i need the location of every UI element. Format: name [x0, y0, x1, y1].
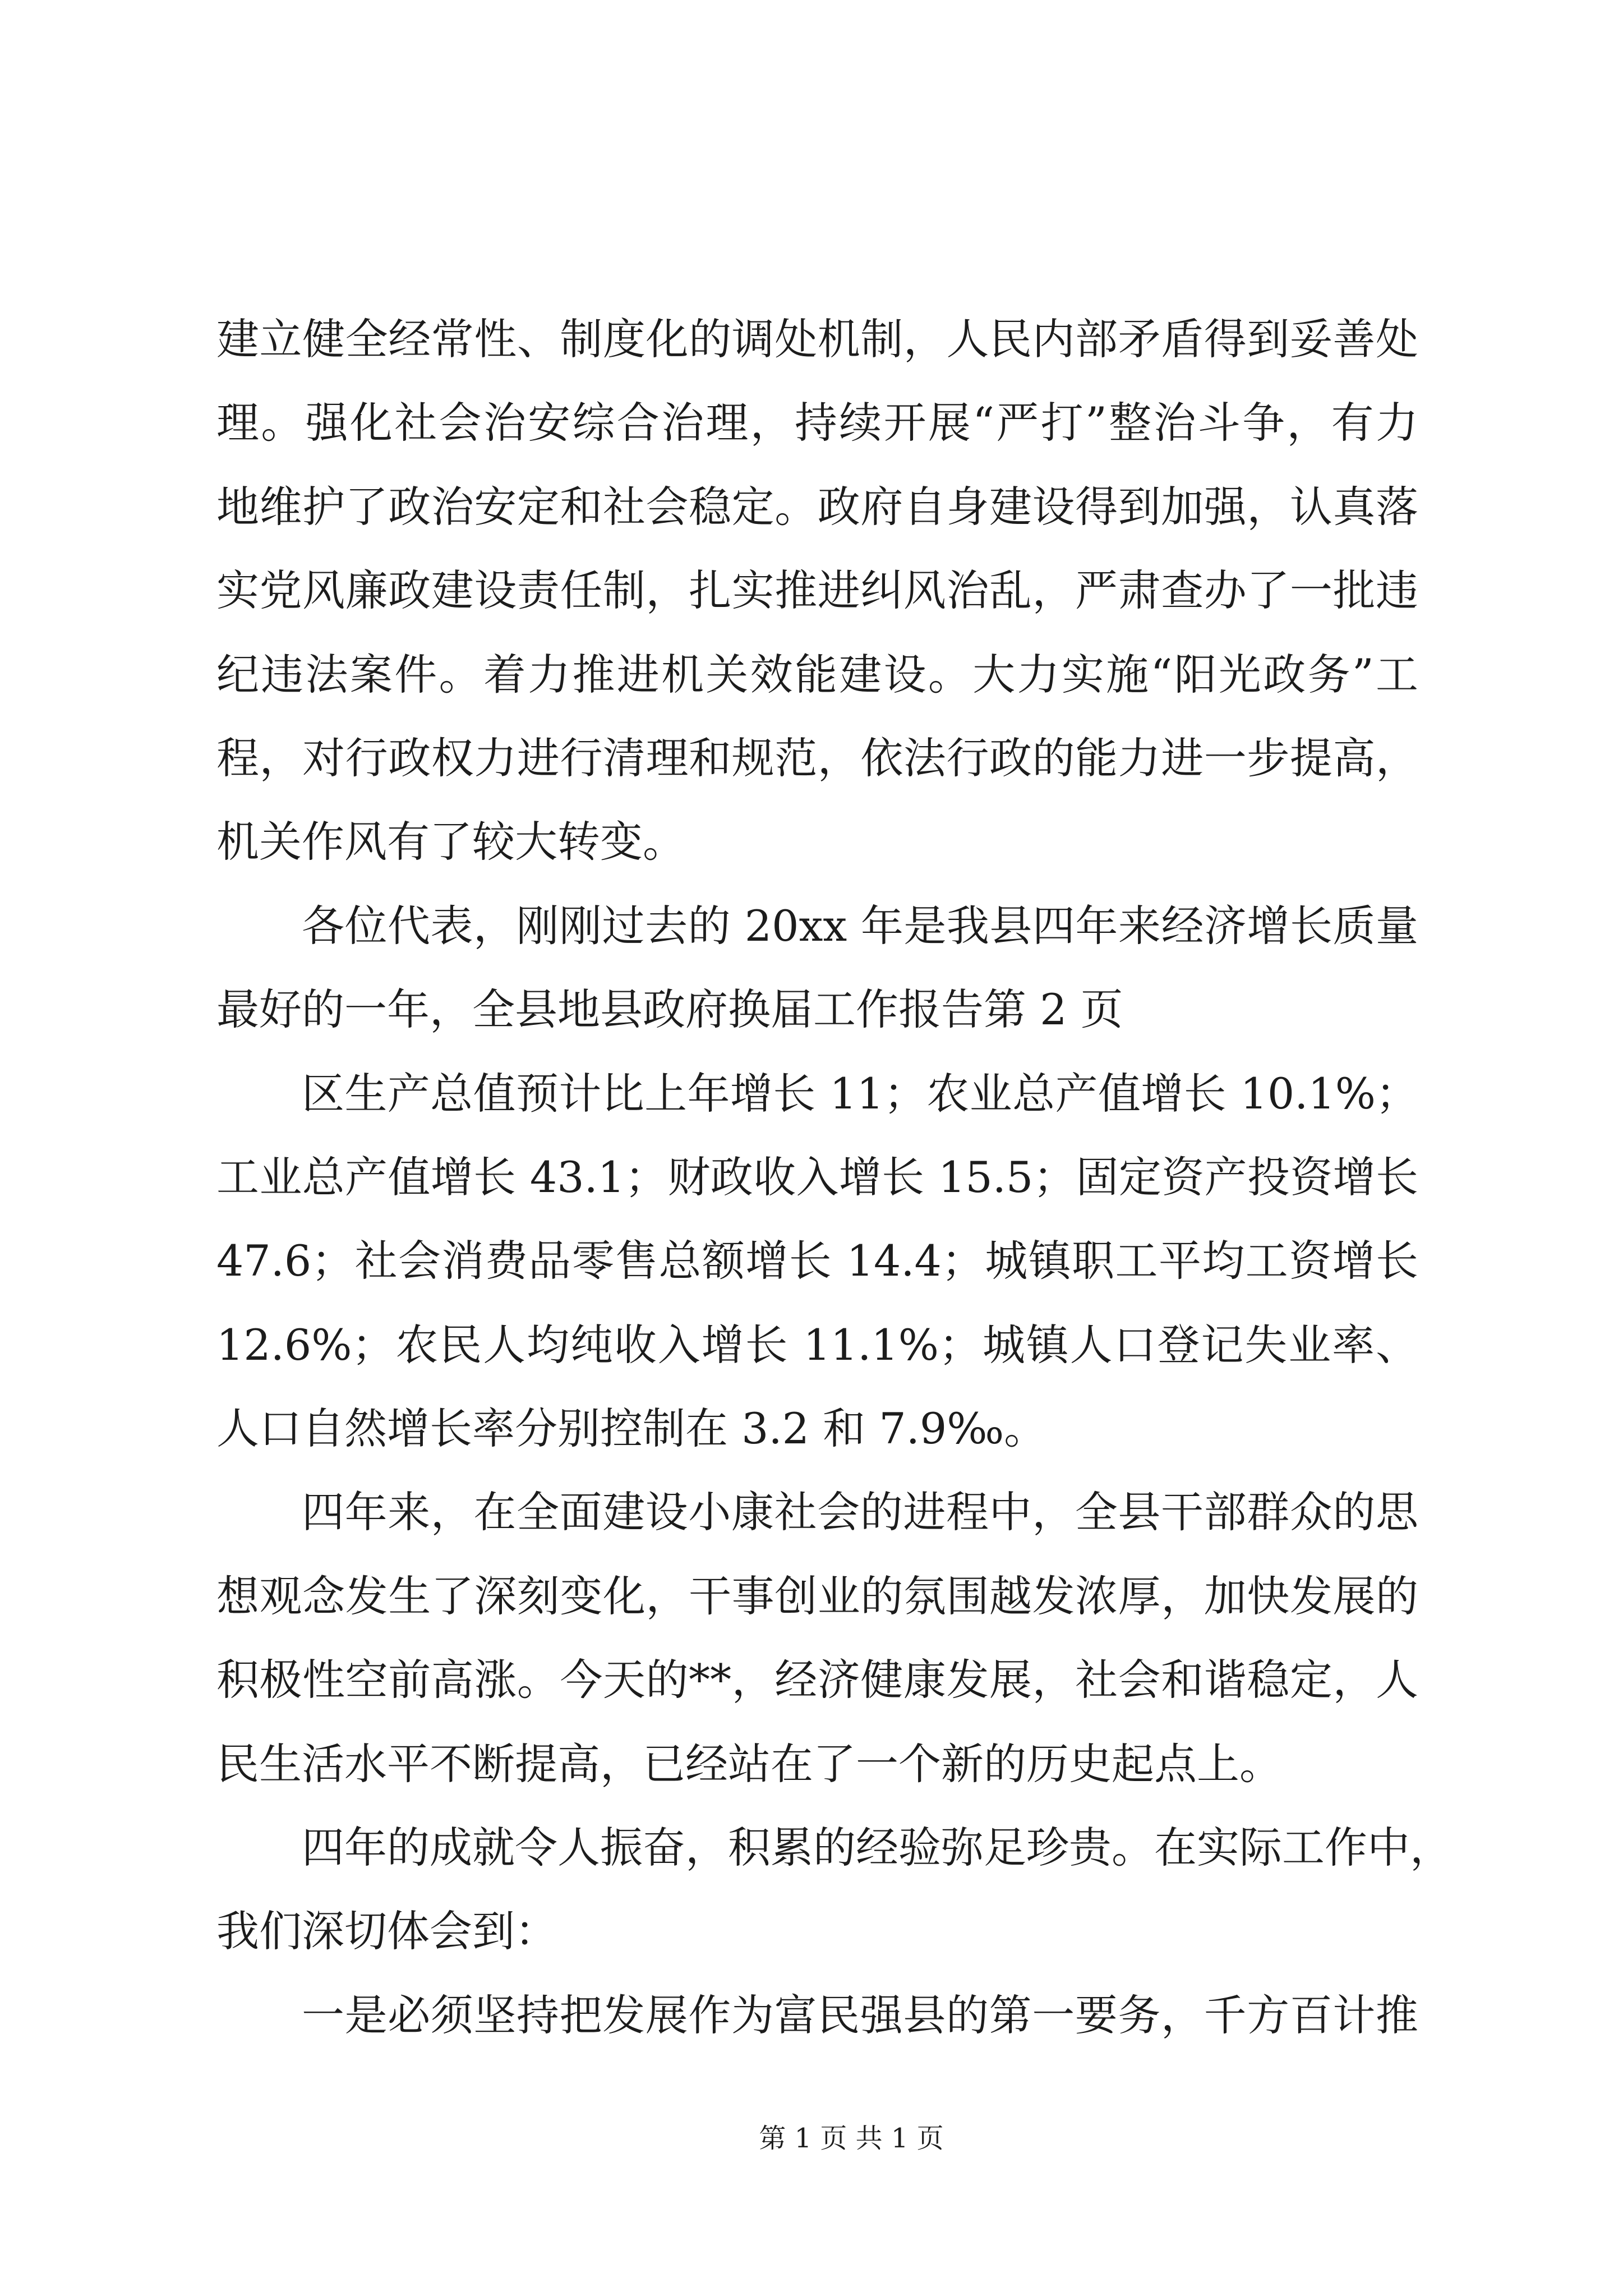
paragraph-line: 实党风廉政建设责任制，扎实推进纠风治乱，严肃查办了一批违 [216, 565, 1418, 616]
paragraph-line: 纪违法案件。着力推进机关效能建设。大力实施“阳光政务”工 [216, 649, 1418, 700]
paragraph [216, 1806, 1453, 1973]
paragraph [216, 1052, 1418, 1471]
paragraph-line: 我们深切体会到： [216, 1906, 557, 1957]
paragraph-line: 一是必须坚持把发展作为富民强县的第一要务，千方百计推 [302, 1990, 1418, 2040]
paragraph-line: 地维护了政治安定和社会稳定。政府自身建设得到加强，认真落 [216, 481, 1418, 532]
paragraph-line: 四年来，在全面建设小康社会的进程中，全县干部群众的思 [302, 1487, 1418, 1538]
paragraph-line: 工业总产值增长 43.1；财政收入增长 15.5；固定资产投资增长 [216, 1152, 1418, 1202]
body-text [216, 297, 1453, 2057]
paragraph-line: 四年的成就令人振奋，积累的经验弥足珍贵。在实际工作中， [302, 1823, 1453, 1873]
paragraph-line: 程，对行政权力进行清理和规范，依法行政的能力进一步提高， [216, 733, 1418, 783]
paragraph [216, 1973, 1418, 2057]
paragraph-line: 各位代表，刚刚过去的 20xx 年是我县四年来经济增长质量 [302, 900, 1418, 951]
paragraph-line: 想观念发生了深刻变化，干事创业的氛围越发浓厚，加快发展的 [216, 1571, 1418, 1621]
paragraph-line: 机关作风有了较大转变。 [216, 817, 685, 867]
paragraph-line: 建立健全经常性、制度化的调处机制，人民内部矛盾得到妥善处 [216, 314, 1418, 364]
paragraph [216, 1470, 1418, 1806]
paragraph-line: 积极性空前高涨。今天的**，经济健康发展，社会和谐稳定，人 [216, 1655, 1418, 1705]
paragraph-line: 人口自然增长率分别控制在 3.2 和 7.9‰。 [216, 1404, 1047, 1454]
paragraph [216, 297, 1418, 884]
paragraph-line: 12.6%；农民人均纯收入增长 11.1%；城镇人口登记失业率、 [216, 1319, 1418, 1370]
paragraph-line: 47.6；社会消费品零售总额增长 14.4；城镇职工平均工资增长 [216, 1236, 1418, 1286]
paragraph-line: 区生产总值预计比上年增长 11；农业总产值增长 10.1%； [302, 1068, 1418, 1119]
paragraph-line: 民生活水平不断提高，已经站在了一个新的历史起点上。 [216, 1738, 1282, 1789]
paragraph-line: 最好的一年，全县地县政府换届工作报告第 2 页 [216, 984, 1123, 1035]
page-footer: 第 1 页 共 1 页 [759, 2123, 944, 2154]
paragraph [216, 884, 1418, 1052]
paragraph-line: 理。强化社会治安综合治理，持续开展“严打”整治斗争，有力 [216, 398, 1418, 448]
